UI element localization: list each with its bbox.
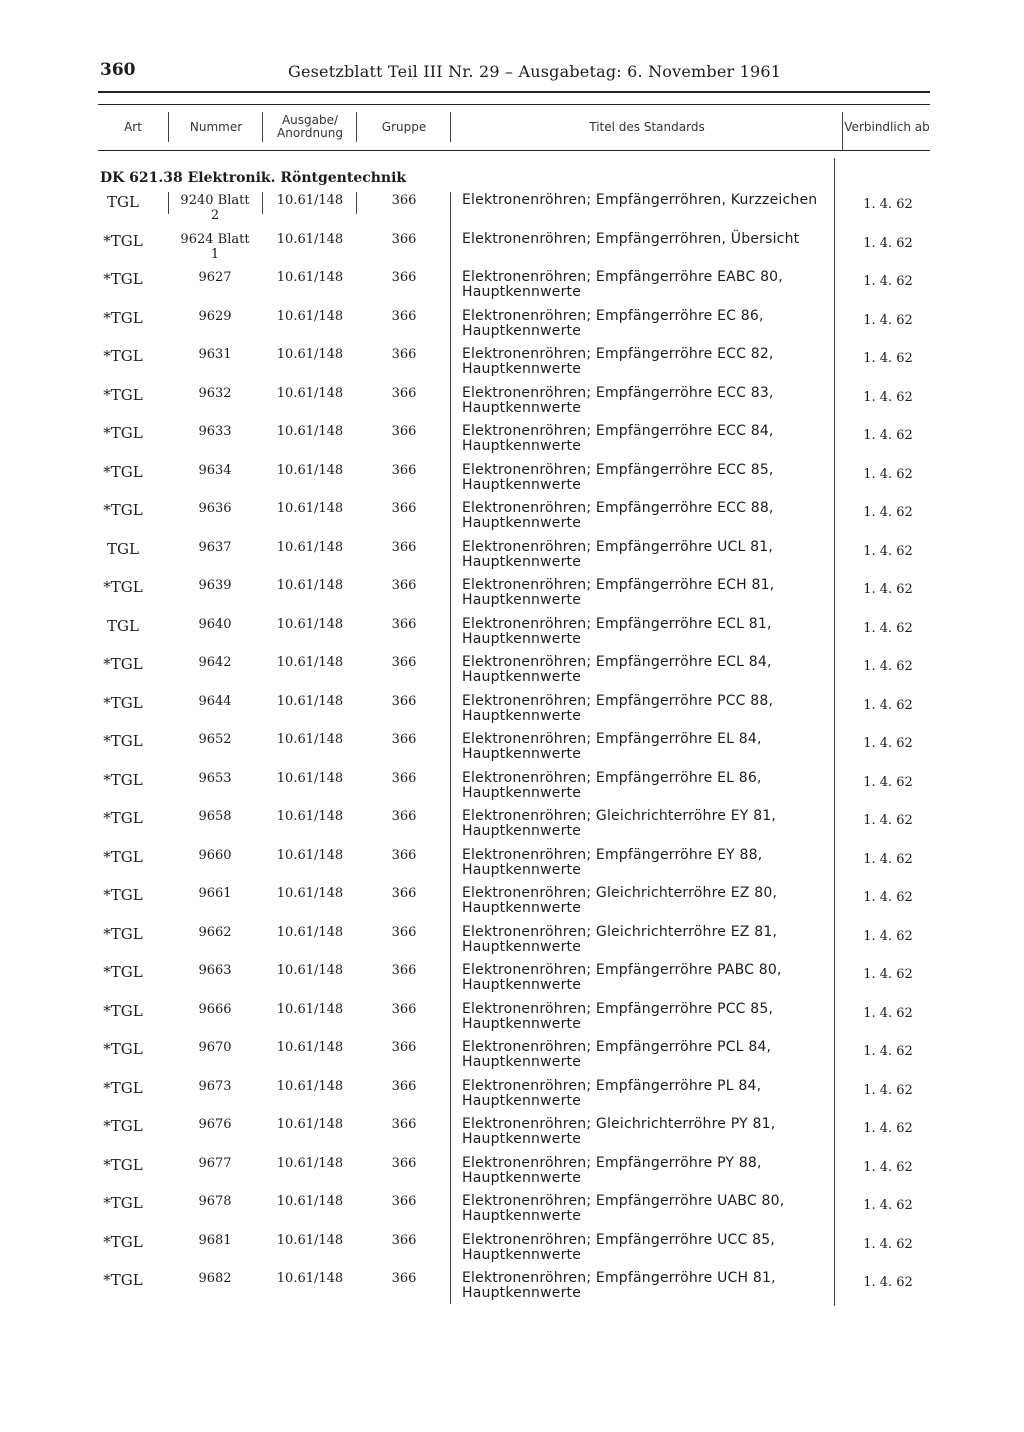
row-nummer: 9662 [198,924,232,940]
row-titel: Elektronenröhren; Empfängerröhre ECC 85, Hauptkennwerte [462,461,774,493]
row-titel: Elektronenröhren; Empfängerröhre PCC 85, Hauptkennwerte [462,1000,774,1032]
row-verbindlich: 1. 4. 62 [863,274,913,289]
row-nummer: 9624 Blatt 1 [180,231,250,262]
row-nummer: 9663 [198,963,232,978]
row-verbindlich: 1. 4. 62 [863,890,913,905]
row-titel: Elektronenröhren; Gleichrichterröhre EZ 80, Hauptkennwerte [462,885,778,916]
row-gruppe: 366 [391,616,417,632]
header-divider [450,112,451,142]
row-verbindlich: 1. 4. 62 [863,582,913,597]
table-row [0,540,1024,578]
row-art: TGL [107,539,139,558]
header-divider [262,112,263,142]
row-gruppe: 366 [391,347,417,362]
row-art: *TGL [103,1001,143,1020]
row-titel: Elektronenröhren; Empfängerröhre ECC 88, Hauptkennwerte [462,500,774,531]
row-verbindlich: 1. 4. 62 [863,813,913,828]
row-verbindlich: 1. 4. 62 [863,1044,913,1059]
row-nummer: 9670 [198,1040,232,1055]
row-gruppe: 366 [391,1040,417,1055]
row-titel: Elektronenröhren; Empfängerröhre UCC 85, Hauptkennwerte [462,1231,775,1263]
table-rule-header-bottom [98,150,930,151]
table-row [0,1194,1024,1232]
header-divider [842,112,843,150]
row-art: *TGL [103,501,143,519]
row-verbindlich: 1. 4. 62 [863,928,913,944]
row-titel: Elektronenröhren; Empfängerröhre ECC 82, Hauptkennwerte [462,346,774,377]
row-verbindlich: 1. 4. 62 [863,1082,913,1098]
row-ausgabe: 10.61/148 [276,539,344,555]
header-divider [356,112,357,142]
row-ausgabe: 10.61/148 [276,924,344,940]
row-art: *TGL [103,1078,143,1097]
row-verbindlich: 1. 4. 62 [863,967,913,982]
row-art: *TGL [103,924,143,943]
row-art: *TGL [103,770,143,789]
row-ausgabe: 10.61/148 [276,1117,344,1132]
row-gruppe: 366 [391,385,417,401]
table-row [0,270,1024,308]
row-titel: Elektronenröhren; Empfängerröhre PL 84, Hauptkennwerte [462,1077,762,1109]
row-ausgabe: 10.61/148 [276,231,344,247]
row-ausgabe: 10.61/148 [276,1040,344,1055]
table-row [0,886,1024,924]
table-row [0,386,1024,424]
row-nummer: 9633 [198,424,232,439]
table-row [0,694,1024,732]
row-titel: Elektronenröhren; Empfängerröhre EABC 80, Hauptkennwerte [462,269,783,300]
row-ausgabe: 10.61/148 [276,770,344,786]
row-art: *TGL [103,424,143,442]
row-titel: Elektronenröhren; Empfängerröhre EY 88, Hauptkennwerte [462,846,763,878]
row-art: *TGL [103,308,143,327]
table-row [0,1271,1024,1309]
column-header-art: Art [124,119,142,134]
row-ausgabe: 10.61/148 [276,1271,344,1286]
row-verbindlich: 1. 4. 62 [863,312,913,328]
row-titel: Elektronenröhren; Empfängerröhre PCC 88, Hauptkennwerte [462,692,774,724]
row-titel: Elektronenröhren; Empfängerröhre EL 86, Hauptkennwerte [462,769,762,801]
row-ausgabe: 10.61/148 [276,655,344,670]
row-ausgabe: 10.61/148 [276,501,344,516]
row-nummer: 9636 [198,501,232,516]
row-ausgabe: 10.61/148 [276,1232,344,1248]
row-ausgabe: 10.61/148 [276,1078,344,1094]
row-gruppe: 366 [391,193,417,208]
table-row [0,963,1024,1001]
table-row [0,193,1024,231]
column-header-verbindlich: Verbindlich ab [844,119,930,134]
table-row [0,1156,1024,1194]
row-ausgabe: 10.61/148 [276,578,344,593]
row-art: *TGL [103,578,143,596]
row-art: *TGL [103,347,143,365]
row-titel: Elektronenröhren; Empfängerröhre ECC 84, Hauptkennwerte [462,423,774,454]
row-nummer: 9661 [198,886,232,901]
row-nummer: 9673 [198,1078,232,1094]
row-verbindlich: 1. 4. 62 [863,620,913,636]
row-verbindlich: 1. 4. 62 [863,235,913,251]
row-ausgabe: 10.61/148 [276,809,344,824]
table-row [0,732,1024,770]
row-titel: Elektronenröhren; Empfängerröhre UABC 80, Hauptkennwerte [462,1193,785,1224]
row-nummer: 9682 [198,1271,232,1286]
row-titel: Elektronenröhren; Gleichrichterröhre PY 81, Hauptkennwerte [462,1116,776,1147]
row-verbindlich: 1. 4. 62 [863,697,913,713]
row-verbindlich: 1. 4. 62 [863,1236,913,1252]
row-gruppe: 366 [391,963,417,978]
row-ausgabe: 10.61/148 [276,347,344,362]
row-verbindlich: 1. 4. 62 [863,197,913,212]
row-art: *TGL [103,847,143,866]
row-gruppe: 366 [391,231,417,247]
row-gruppe: 366 [391,424,417,439]
table-row [0,424,1024,462]
column-header-ausgabe: Ausgabe/ Anordnung [277,113,343,140]
row-art: *TGL [103,963,143,981]
row-nummer: 9658 [198,809,232,824]
row-nummer: 9627 [198,270,232,285]
row-gruppe: 366 [391,809,417,824]
row-ausgabe: 10.61/148 [276,616,344,632]
table-row [0,809,1024,847]
table-row [0,848,1024,886]
row-ausgabe: 10.61/148 [276,732,344,747]
row-art: *TGL [103,1271,143,1289]
row-ausgabe: 10.61/148 [276,1001,344,1017]
row-verbindlich: 1. 4. 62 [863,351,913,366]
row-gruppe: 366 [391,1271,417,1286]
column-header-nummer: Nummer [189,119,243,134]
row-verbindlich: 1. 4. 62 [863,428,913,443]
row-gruppe: 366 [391,270,417,285]
row-art: *TGL [103,385,143,404]
row-verbindlich: 1. 4. 62 [863,1198,913,1213]
row-gruppe: 366 [391,924,417,940]
row-gruppe: 366 [391,1117,417,1132]
table-row [0,617,1024,655]
row-ausgabe: 10.61/148 [276,1155,344,1171]
row-art: *TGL [103,693,143,712]
row-art: *TGL [103,1040,143,1058]
row-verbindlich: 1. 4. 62 [863,1121,913,1136]
row-verbindlich: 1. 4. 62 [863,1275,913,1290]
page-title: Gesetzblatt Teil III Nr. 29 – Ausgabetag: 6. November 1961 [288,62,782,81]
row-gruppe: 366 [391,847,417,863]
row-nummer: 9652 [198,732,232,747]
row-art: *TGL [103,809,143,827]
row-nummer: 9666 [198,1001,232,1017]
table-row [0,463,1024,501]
row-ausgabe: 10.61/148 [276,462,344,478]
table-row [0,1079,1024,1117]
row-nummer: 9642 [198,655,232,670]
row-titel: Elektronenröhren; Empfängerröhre ECL 84, Hauptkennwerte [462,654,772,685]
row-nummer: 9678 [198,1194,232,1209]
row-titel: Elektronenröhren; Empfängerröhren, Kurzzeichen [462,192,818,208]
row-gruppe: 366 [391,693,417,709]
row-art: *TGL [103,886,143,904]
row-ausgabe: 10.61/148 [276,308,344,324]
table-row [0,771,1024,809]
row-ausgabe: 10.61/148 [276,270,344,285]
row-titel: Elektronenröhren; Empfängerröhre UCH 81, Hauptkennwerte [462,1270,776,1301]
row-verbindlich: 1. 4. 62 [863,389,913,405]
row-titel: Elektronenröhren; Gleichrichterröhre EZ 81, Hauptkennwerte [462,923,778,955]
table-row [0,501,1024,539]
row-gruppe: 366 [391,886,417,901]
page-number: 360 [100,60,136,80]
column-header-gruppe: Gruppe [381,119,427,134]
row-verbindlich: 1. 4. 62 [863,736,913,751]
row-ausgabe: 10.61/148 [276,886,344,901]
row-titel: Elektronenröhren; Empfängerröhre EL 84, Hauptkennwerte [462,731,762,762]
row-nummer: 9637 [198,539,232,555]
row-gruppe: 366 [391,462,417,478]
row-art: TGL [107,193,139,211]
row-gruppe: 366 [391,501,417,516]
row-nummer: 9681 [198,1232,232,1248]
row-nummer: 9660 [198,847,232,863]
table-row [0,347,1024,385]
row-art: *TGL [103,462,143,481]
row-gruppe: 366 [391,539,417,555]
row-gruppe: 366 [391,770,417,786]
row-art: *TGL [103,1194,143,1212]
row-ausgabe: 10.61/148 [276,1194,344,1209]
row-art: *TGL [103,1117,143,1135]
table-row [0,232,1024,270]
row-gruppe: 366 [391,1194,417,1209]
table-row [0,309,1024,347]
row-titel: Elektronenröhren; Empfängerröhre ECH 81, Hauptkennwerte [462,577,775,608]
row-gruppe: 366 [391,732,417,747]
section-heading: DK 621.38 Elektronik. Röntgentechnik [100,170,407,186]
row-nummer: 9677 [198,1155,232,1171]
row-nummer: 9629 [198,308,232,324]
row-verbindlich: 1. 4. 62 [863,774,913,790]
row-ausgabe: 10.61/148 [276,193,344,208]
column-header-titel: Titel des Standards [589,119,705,134]
row-titel: Elektronenröhren; Empfängerröhre PABC 80, Hauptkennwerte [462,962,782,993]
row-verbindlich: 1. 4. 62 [863,1005,913,1021]
row-nummer: 9639 [198,578,232,593]
row-art: *TGL [103,655,143,673]
row-titel: Elektronenröhren; Empfängerröhre ECL 81, Hauptkennwerte [462,615,772,647]
row-gruppe: 366 [391,308,417,324]
row-verbindlich: 1. 4. 62 [863,505,913,520]
row-nummer: 9644 [198,693,232,709]
row-ausgabe: 10.61/148 [276,847,344,863]
table-row [0,1233,1024,1271]
header-divider [168,112,169,142]
row-titel: Elektronenröhren; Empfängerröhren, Übersicht [462,230,800,247]
row-titel: Elektronenröhren; Empfängerröhre PY 88, Hauptkennwerte [462,1154,762,1186]
row-art: *TGL [103,1155,143,1174]
table-row [0,578,1024,616]
table-row [0,1002,1024,1040]
row-gruppe: 366 [391,655,417,670]
row-ausgabe: 10.61/148 [276,693,344,709]
header-rule-top [98,91,930,93]
row-verbindlich: 1. 4. 62 [863,466,913,482]
row-gruppe: 366 [391,578,417,593]
row-gruppe: 366 [391,1078,417,1094]
row-titel: Elektronenröhren; Empfängerröhre PCL 84, Hauptkennwerte [462,1039,772,1070]
row-gruppe: 366 [391,1155,417,1171]
table-row [0,1117,1024,1155]
row-verbindlich: 1. 4. 62 [863,851,913,867]
row-nummer: 9634 [198,462,232,478]
row-nummer: 9240 Blatt 2 [180,193,250,223]
row-nummer: 9631 [198,347,232,362]
table-row [0,925,1024,963]
row-titel: Elektronenröhren; Empfängerröhre UCL 81, Hauptkennwerte [462,538,774,570]
table-row [0,655,1024,693]
row-verbindlich: 1. 4. 62 [863,543,913,559]
row-titel: Elektronenröhren; Empfängerröhre EC 86, Hauptkennwerte [462,307,764,339]
row-art: *TGL [103,270,143,288]
row-nummer: 9676 [198,1117,232,1132]
row-gruppe: 366 [391,1001,417,1017]
row-ausgabe: 10.61/148 [276,963,344,978]
row-ausgabe: 10.61/148 [276,424,344,439]
row-art: *TGL [103,1232,143,1251]
row-ausgabe: 10.61/148 [276,385,344,401]
row-art: *TGL [103,231,143,250]
row-verbindlich: 1. 4. 62 [863,659,913,674]
table-row [0,1040,1024,1078]
row-gruppe: 366 [391,1232,417,1248]
row-verbindlich: 1. 4. 62 [863,1159,913,1175]
row-nummer: 9653 [198,770,232,786]
row-nummer: 9632 [198,385,232,401]
row-art: TGL [107,616,139,635]
row-nummer: 9640 [198,616,232,632]
row-titel: Elektronenröhren; Gleichrichterröhre EY 81, Hauptkennwerte [462,808,777,839]
row-art: *TGL [103,732,143,750]
row-titel: Elektronenröhren; Empfängerröhre ECC 83, Hauptkennwerte [462,384,774,416]
